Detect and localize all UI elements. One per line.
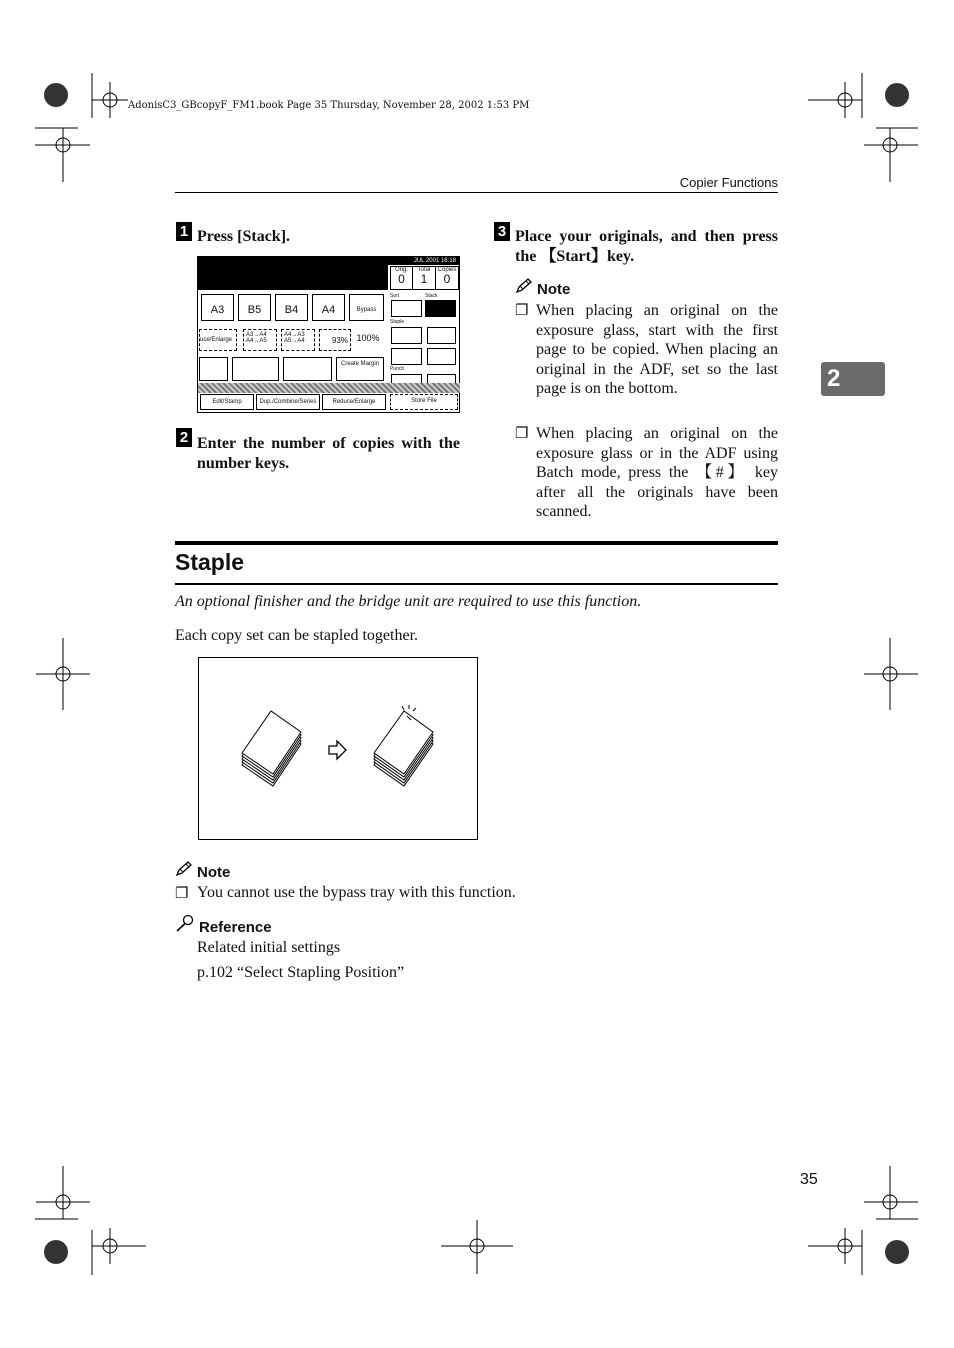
edit-key-3[interactable] <box>283 357 332 381</box>
pencil-icon <box>515 281 537 298</box>
create-margin-key[interactable]: Create Margin <box>336 357 384 381</box>
checkbox-icon: ❐ <box>515 426 529 442</box>
stack-label: Stack <box>425 293 438 299</box>
checkbox-icon: ❐ <box>515 303 529 319</box>
paper-stack-illustration <box>199 658 477 839</box>
orig-value: 0 <box>398 272 405 286</box>
sort-key[interactable] <box>391 300 422 317</box>
paper-a3-key[interactable]: A3 <box>201 294 234 321</box>
magnifier-icon <box>175 919 199 936</box>
step-3-text: Place your originals, and then press the 【Start】key. <box>515 228 778 265</box>
edit-key-1[interactable] <box>199 357 228 381</box>
note-1-item-1: When placing an original on the exposure glass, start with the first page to be copied. When placing an original in the ADF, set so the last page is on the bottom. <box>536 302 778 397</box>
header-rule <box>175 192 778 193</box>
staple-key-3[interactable] <box>391 348 422 365</box>
step-1-text: Press [Stack]. <box>197 228 291 245</box>
section-bottom-rule <box>175 583 778 585</box>
step-1-number: 1 <box>176 222 192 241</box>
step-2-number: 2 <box>176 428 192 447</box>
staple-figure <box>198 657 478 840</box>
note-2-item-1: You cannot use the bypass tray with this function. <box>197 884 516 901</box>
page-number: 35 <box>800 1171 818 1188</box>
punch-label: Punch <box>390 366 405 372</box>
staple-key-2[interactable] <box>427 327 456 344</box>
paper-b4-key[interactable]: B4 <box>275 294 308 321</box>
section-body: Each copy set can be stapled together. <box>175 627 419 644</box>
ratio-display: 100% <box>356 333 380 343</box>
step-3-number: 3 <box>494 222 510 241</box>
control-panel-illustration <box>197 256 460 413</box>
tab-reduce-enlarge[interactable]: Reduce/Enlarge <box>322 394 386 410</box>
total-label: Total <box>417 267 431 273</box>
tab-edit-stamp[interactable]: Edit/Stamp <box>200 394 254 410</box>
bypass-key[interactable]: Bypass <box>349 294 384 321</box>
tab-store-file[interactable]: Store File <box>390 394 458 410</box>
edit-key-2[interactable] <box>232 357 279 381</box>
stack-key[interactable] <box>425 300 456 317</box>
chapter-tab: 2 <box>821 362 885 396</box>
print-header: AdonisC3_GBcopyF_FM1.book Page 35 Thursday, November 28, 2002 1:53 PM <box>128 100 530 111</box>
staple-key-4[interactable] <box>427 348 456 365</box>
section-top-rule <box>175 541 778 545</box>
note-2-heading: Note <box>175 861 230 882</box>
checkbox-icon: ❐ <box>175 886 189 902</box>
section-title: Staple <box>175 549 245 575</box>
step-2-text: Enter the number of copies with the number keys. <box>197 435 460 472</box>
ratio-key-2[interactable]: A4→A3 A5→A4 <box>281 329 315 351</box>
reduce-enlarge-key[interactable]: uce/Enlarge <box>199 329 237 351</box>
reference-line-2: p.102 “Select Stapling Position” <box>197 964 405 981</box>
reference-line-1: Related initial settings <box>197 939 341 956</box>
reference-heading: Reference <box>175 914 272 937</box>
paper-b5-key[interactable]: B5 <box>238 294 271 321</box>
tab-dup-combine-series[interactable]: Dup./Combine/Series <box>256 394 320 410</box>
orig-label: Orig. <box>394 267 408 273</box>
running-head: Copier Functions <box>679 175 778 190</box>
ratio-key-1[interactable]: A3→A4 A4→A5 <box>243 329 277 351</box>
ratio-key-3[interactable]: 93% <box>319 329 351 351</box>
total-value: 1 <box>420 272 428 286</box>
paper-a4-key[interactable]: A4 <box>312 294 345 321</box>
staple-key-1[interactable] <box>391 327 422 344</box>
note-1-heading: Note <box>515 278 570 299</box>
arrow-right-icon <box>329 741 346 759</box>
section-intro: An optional finisher and the bridge unit are required to use this function. <box>175 593 642 610</box>
note-1-item-2: When placing an original on the exposure glass or in the ADF using Batch mode, press the 【#】 key after all the originals have been scanned. <box>536 425 778 520</box>
pencil-icon <box>175 864 197 881</box>
staple-label: Staple <box>390 319 405 325</box>
sort-label: Sort <box>390 293 400 299</box>
panel-date: JUL 2001 16:18 <box>388 257 459 265</box>
copies-value: 0 <box>443 272 451 286</box>
copies-label: Copies <box>437 267 457 273</box>
